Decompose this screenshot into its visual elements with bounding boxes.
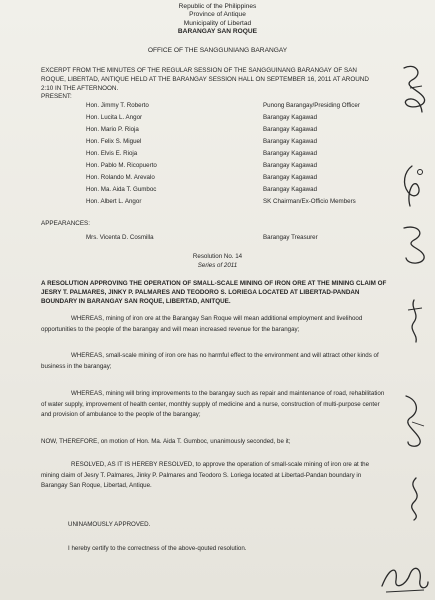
whereas-text: WHEREAS, mining of iron ore at the Barangay San Roque will mean additional employment and livelihood opportunities to the people of the barangay and will mean increased revenue for the barangay; — [41, 315, 363, 333]
whereas-paragraph-1 — [41, 314, 387, 335]
attendee-name: Hon. Mario P. Rioja — [86, 126, 139, 133]
resolution-title: A RESOLUTION APPROVING THE OPERATION OF SMALL-SCALE MINING OF IRON ORE AT THE MINING CLAIM OF JESRY T. PALMARES, JINKY P. PALMARES AND TEODORO S. LORIEGA LOCATED AT LIBERTAD-PANDAN BOUNDARY IN BARANGAY SAN ROQUE, LIBERTAD, ANITQUE. — [41, 280, 387, 305]
attendee-position: Barangay Kagawad — [263, 186, 318, 193]
certification-line: I hereby certify to the correctness of the above-qouted resolution. — [68, 545, 247, 552]
attendee-name: Hon. Albert L. Angor — [86, 198, 142, 205]
resolved-paragraph — [41, 460, 387, 492]
header-barangay: BARANGAY SAN ROQUE — [177, 28, 258, 36]
excerpt-paragraph: EXCERPT FROM THE MINUTES OF THE REGULAR SESSION OF THE SANGGUINANG BARANGAY OF SAN ROQUE, LIBERTAD, ANTIQUE HELD AT THE BARANGAY SESSION HALL ON SEPTEMBER 16, 2011 AT AROUND 2:10 IN THE AFTERNOON. — [41, 67, 369, 92]
whereas-text: WHEREAS, small-scale mining of iron ore has no harmful effect to the environment and will attract other kinds of business in the barangay; — [41, 352, 379, 370]
whereas-paragraph-2 — [41, 351, 387, 372]
appearance-name: Mrs. Vicenta D. Cosmilla — [86, 234, 154, 241]
attendee-position: SK Chairman/Ex-Officio Members — [263, 198, 356, 205]
margin-signature-7 — [376, 556, 432, 598]
attendee-name: Hon. Elvis E. Rioja — [86, 150, 138, 157]
office-title: OFFICE OF THE SANGGUNIANG BARANGAY — [147, 47, 288, 54]
attendee-position: Barangay Kagawad — [263, 138, 318, 145]
margin-signature-4 — [400, 296, 430, 346]
letterhead — [0, 3, 435, 37]
attendee-position: Barangay Kagawad — [263, 162, 318, 169]
attendee-name: Hon. Rolando M. Arevalo — [86, 174, 155, 181]
header-municipality: Municipality of Libertad — [183, 19, 252, 27]
margin-signature-2 — [396, 162, 430, 212]
margin-signature-1 — [398, 60, 430, 120]
margin-signature-6 — [400, 474, 430, 524]
attendee-name: Hon. Lucita L. Angor — [86, 114, 143, 121]
margin-signature-5 — [398, 392, 430, 452]
attendee-name: Hon. Ma. Aida T. Gumboc — [86, 186, 157, 193]
appearance-position: Barangay Treasurer — [263, 234, 318, 241]
header-republic: Republic of the Philippines — [178, 3, 257, 10]
resolution-series: Series of 2011 — [197, 262, 238, 269]
attendee-position: Barangay Kagawad — [263, 150, 318, 157]
margin-signature-3 — [398, 222, 430, 268]
now-therefore-text: NOW, THEREFORE, on motion of Hon. Ma. Aida T. Gumboc, unanimously seconded, be it; — [41, 438, 291, 445]
attendee-position: Punong Barangay/Presiding Officer — [263, 102, 360, 109]
attendee-position: Barangay Kagawad — [263, 114, 318, 121]
appearances-label: APPEARANCES: — [41, 220, 90, 227]
attendee-position: Barangay Kagawad — [263, 126, 318, 133]
attendee-name: Hon. Pablo M. Ricopuerto — [86, 162, 157, 169]
present-label: PRESENT: — [41, 93, 72, 100]
header-province: Province of Antique — [189, 11, 246, 19]
whereas-text: WHEREAS, mining will bring improvements to the barangay such as repair and maintenance of road, rehabilitation of water supply, improvement of health center, monthly supply of medicine and a nurse, construction of multi-purpose center and provision of ambulance to the people of the barangay; — [41, 390, 385, 418]
now-therefore-paragraph — [41, 437, 387, 448]
attendee-name: Hon. Jimmy T. Roberto — [86, 102, 149, 109]
resolution-number: Resolution No. 14 — [192, 253, 243, 260]
whereas-paragraph-3 — [41, 389, 387, 421]
resolved-text: RESOLVED, AS IT IS HEREBY RESOLVED, to approve the operation of small-scale mining of iron ore at the mining claim of Jesry T. Palmares, Jinky P. Palmares and Teodoro S. Loriega located at Libertad-Pandan boundary in Barangay San Roque, Libertad, Antique. — [41, 461, 370, 489]
attendee-name: Hon. Felix S. Miguel — [86, 138, 142, 145]
attendee-position: Barangay Kagawad — [263, 174, 318, 181]
approval-line: UNINAMOUSLY APPROVED. — [68, 521, 151, 528]
